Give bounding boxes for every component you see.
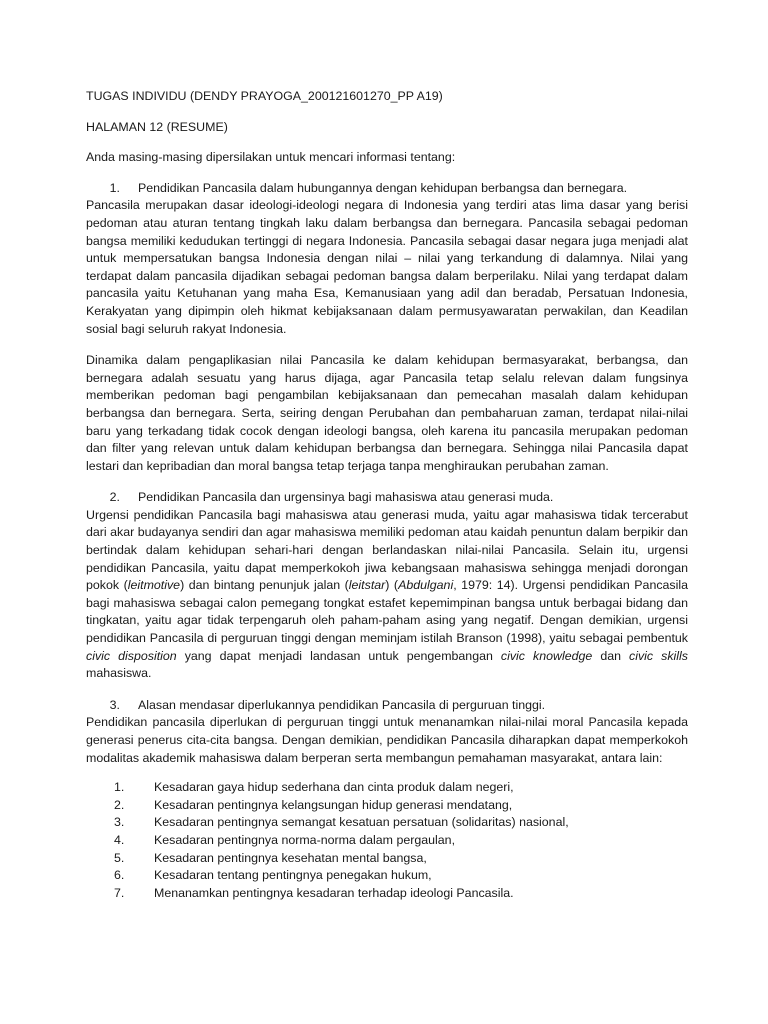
section-3-heading	[86, 697, 688, 715]
section-2-body: Urgensi pendidikan Pancasila bagi mahasiswa atau generasi muda, yaitu agar mahasiswa tidak tercerabut dari akar budayanya sendiri dan agar mahasiswa memiliki pedoman atau kaidah penuntun dalam berpikir dan bertindak dalam kehidupan sehari-hari dengan berlandaskan nilai-nilai Pancasila. Selain itu, urgensi pendidikan Pancasila, yaitu dapat memperkokoh jiwa kebangsaan mahasiswa sehingga menjadi dorongan pokok (leitmotive) dan bintang penunjuk jalan (leitstar) (Abdulgani, 1979: 14). Urgensi pendidikan Pancasila bagi mahasiswa sebagai calon pemegang tongkat estafet kepemimpinan bangsa untuk berbagai bidang dan tingkatan, yaitu agar tidak terpengaruh oleh paham-paham asing yang negatif. Dengan demikian, urgensi pendidikan Pancasila di perguruan tinggi dengan meminjam istilah Branson (1998), yaitu sebagai pembentuk civic disposition yang dapat menjadi landasan untuk pengembangan civic knowledge dan civic skills mahasiswa.	[86, 507, 689, 681]
section-2-number: 2.	[109, 490, 120, 505]
list-item: 3. Kesadaran pentingnya semangat kesatuan persatuan (solidaritas) nasional,	[114, 815, 569, 830]
document-title: TUGAS INDIVIDU (DENDY PRAYOGA_200121601270_PP A19)	[86, 89, 443, 103]
section-1-title: Pendidikan Pancasila dalam hubungannya dengan kehidupan berbangsa dan bernegara.	[138, 180, 628, 195]
list-item: 2. Kesadaran pentingnya kelangsungan hidup generasi mendatang,	[114, 797, 513, 812]
section-1-number: 1.	[109, 180, 120, 195]
section-3-title: Alasan mendasar diperlukannya pendidikan Pancasila di perguruan tinggi.	[138, 697, 546, 712]
section-1-body: Pancasila merupakan dasar ideologi-ideologi negara di Indonesia yang terdiri atas lima dasar yang berisi pedoman atau aturan tentang tingkah laku dalam berbangsa dan bernegara. Pancasila sebagai pedoman bangsa memiliki kedudukan tertinggi di negara Indonesia. Pancasila sebagai dasar negara juga menjadi alat untuk mempersatukan bangsa Indonesia dengan nilai – nilai yang terkandung di dalamnya. Nilai yang terdapat dalam pancasila dijadikan sebagai pedoman bangsa dalam berperilaku. Nilai yang terdapat dalam pancasila yaitu Ketuhanan yang maha Esa, Kemanusiaan yang adil dan beradab, Persatuan Indonesia, Kerakyatan yang dipimpin oleh hikmat kebijaksanaan dalam permusyawaratan perwakilan, dan Keadilan sosial bagi seluruh rakyat Indonesia.	[86, 198, 688, 336]
document-subtitle: HALAMAN 12 (RESUME)	[86, 119, 228, 134]
list-item: 5. Kesadaran pentingnya kesehatan mental bangsa,	[114, 850, 427, 865]
document-intro: Anda masing-masing dipersilakan untuk mencari informasi tentang:	[86, 150, 456, 165]
section-3-list	[86, 779, 688, 902]
section-1-body-2: Dinamika dalam pengaplikasian nilai Pancasila ke dalam kehidupan bermasyarakat, berbangsa, dan bernegara adalah sesuatu yang harus dijaga, agar Pancasila tetap selalu relevan dalam fungsinya memberikan pedoman bagi pengambilan kebijaksanaan dan pemecahan masalah dalam kehidupan berbangsa dan bernegara. Serta, seiring dengan Perubahan dan pembaharuan zaman, terdapat nilai-nilai baru yang terkadang tidak cocok dengan ideologi bangsa, oleh karena itu pancasila merupakan pedoman dan filter yang relevan untuk dalam kehidupan berbangsa dan bernegara. Sehingga nilai Pancasila dapat lestari dan kepribadian dan moral bangsa tetap terjaga tanpa menghiraukan perubahan zaman.	[86, 353, 688, 473]
list-item: 1. Kesadaran gaya hidup sederhana dan cinta produk dalam negeri,	[114, 780, 514, 795]
section-2-heading	[86, 489, 688, 507]
section-3-body: Pendidikan pancasila diperlukan di perguruan tinggi untuk menanamkan nilai-nilai moral Pancasila kepada generasi penerus cita-cita bangsa. Dengan demikian, pendidikan Pancasila diharapkan dapat memperkokoh modalitas akademik mahasiswa dalam berperan serta membangun pemahaman masyarakat, antara lain:	[86, 715, 688, 765]
section-3-number: 3.	[109, 697, 120, 712]
list-item: 6. Kesadaran tentang pentingnya penegakan hukum,	[114, 868, 432, 883]
list-item: 4. Kesadaran pentingnya norma-norma dalam pergaulan,	[114, 832, 456, 847]
section-2-title: Pendidikan Pancasila dan urgensinya bagi mahasiswa atau generasi muda.	[138, 490, 554, 505]
list-item: 7. Menanamkan pentingnya kesadaran terhadap ideologi Pancasila.	[114, 885, 514, 900]
section-1-heading	[86, 180, 688, 198]
